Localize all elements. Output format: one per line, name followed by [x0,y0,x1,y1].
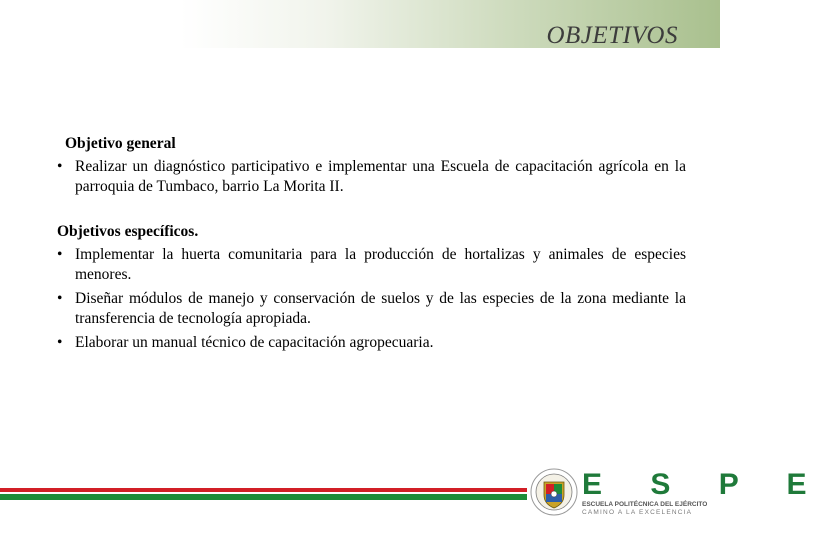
list-item-text: Realizar un diagnóstico participativo e implementar una Escuela de capacitación agrícola en la parroquia de Tumbaco, barrio La Morita II. [75,158,686,195]
espe-logo [530,468,827,523]
list-item [57,333,686,353]
slide-title: OBJETIVOS [546,22,678,49]
general-objective-list [57,157,686,197]
bullet-icon: • [57,158,63,175]
specific-objectives-heading: Objetivos específicos. [57,223,199,240]
bullet-icon: • [57,246,63,263]
footer-stripes [0,488,527,500]
slide-content [57,134,686,357]
specific-objectives-list [57,245,686,353]
list-item [57,157,686,197]
espe-institution-name: ESCUELA POLITÉCNICA DEL EJÉRCITO [582,501,708,508]
list-item-text: Elaborar un manual técnico de capacitación agropecuaria. [75,334,434,351]
list-item [57,245,686,285]
footer-stripe-green [0,494,527,500]
espe-motto: CAMINO A LA EXCELENCIA [582,509,693,516]
list-item [57,289,686,329]
list-item-text: Implementar la huerta comunitaria para la producción de hortalizas y animales de especies menores. [75,246,686,283]
list-item-text: Diseñar módulos de manejo y conservación de suelos y de las especies de la zona mediante la transferencia de tecnología apropiada. [75,290,686,327]
bullet-icon: • [57,290,63,307]
general-objective-heading: Objetivo general [65,135,176,152]
espe-wordmark: E S P E [582,468,827,501]
seal-icon [530,468,578,516]
bullet-icon: • [57,334,63,351]
